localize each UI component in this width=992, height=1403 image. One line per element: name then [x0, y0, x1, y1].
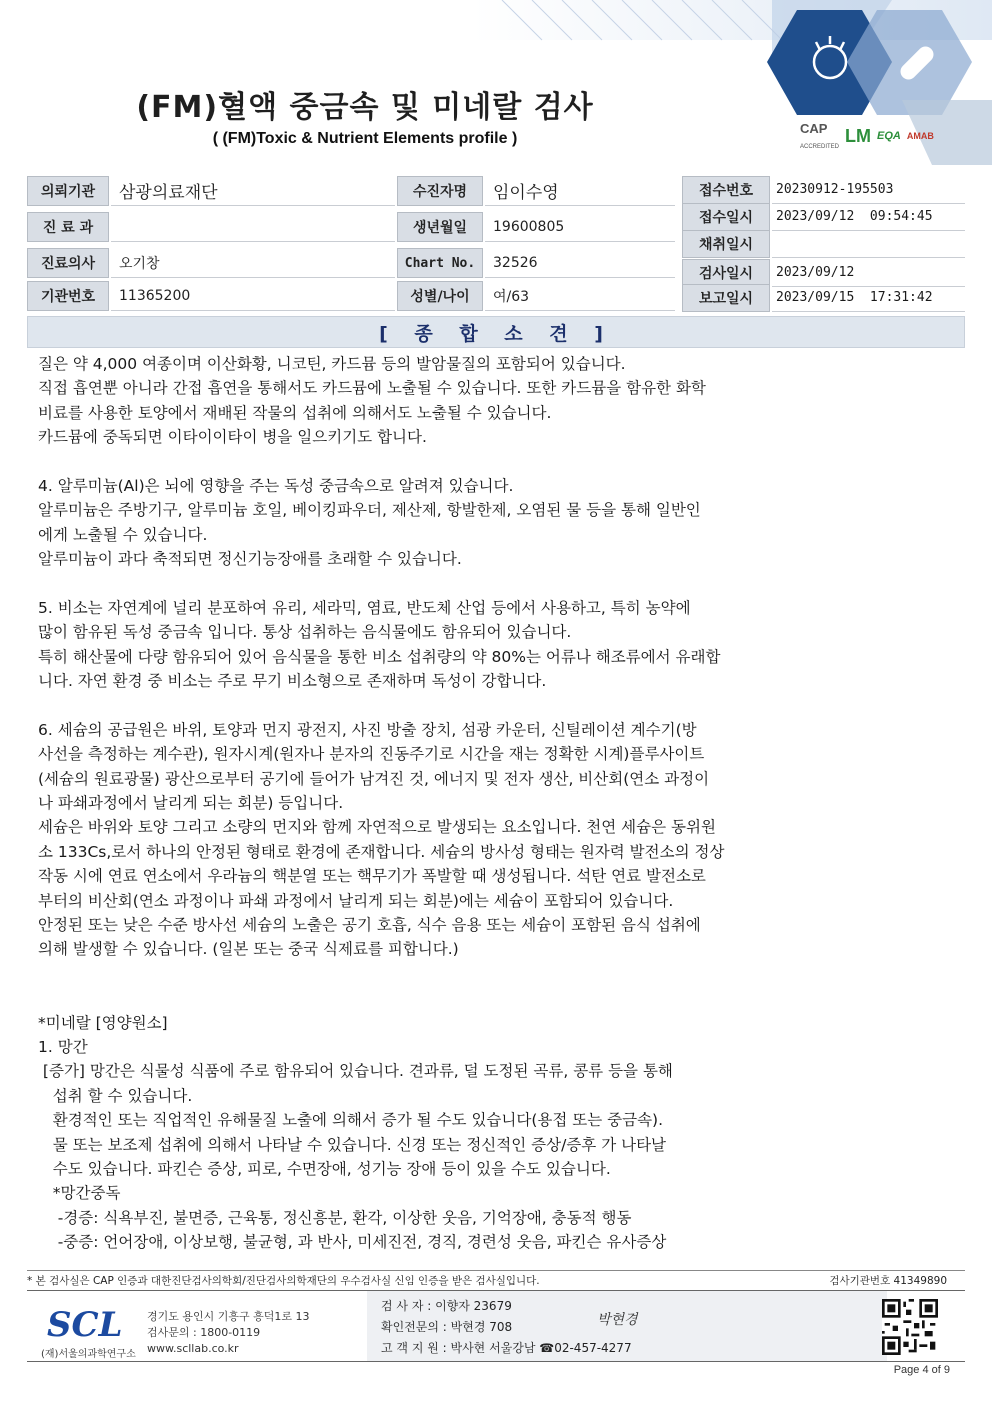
examiner: 검 사 자 : 이향자 23679	[381, 1299, 512, 1313]
eqa-logo: EQA	[877, 130, 901, 142]
org-address-block	[147, 1309, 310, 1357]
hospital-value: 삼광의료재단	[111, 176, 395, 206]
page-title: (FM)혈액 중금속 및 미네랄 검사	[136, 90, 594, 125]
summary-line: 에게 노출될 수 있습니다.	[38, 525, 208, 544]
birth-value: 19600805	[485, 212, 675, 242]
sex-value: 여/63	[485, 281, 675, 311]
contact: 검사문의 : 1800-0119	[147, 1326, 261, 1339]
website-link[interactable]: www.scllab.co.kr	[147, 1342, 239, 1355]
address: 경기도 용인시 기흥구 흥덕1로 13	[147, 1310, 310, 1323]
accreditation-logos	[800, 120, 975, 152]
summary-line: 물 또는 보조제 섭취에 의해서 나타날 수 있습니다. 신경 또는 정신적인 증상/증후 가 나타날	[38, 1135, 667, 1154]
scl-logo: SCL	[47, 1305, 123, 1345]
summary-line	[38, 693, 938, 717]
summary-line	[38, 962, 938, 986]
summary-line: 작동 시에 연료 연소에서 우라늄의 핵분열 또는 핵무기가 폭발할 때 생성됩니다. 석탄 연료 발전소로	[38, 867, 706, 886]
hospital-label: 의뢰기관	[27, 176, 109, 206]
report-date-label: 보고일시	[682, 284, 770, 312]
cap-logo: CAP ACCREDITED	[800, 121, 840, 150]
org-name: (재)서울의과학연구소	[41, 1349, 136, 1360]
doctor-label: 진료의사	[27, 248, 109, 278]
patient-value: 임이수영	[485, 176, 675, 206]
summary-line: (세슘의 원료광물) 광산으로부터 공기에 들어가 남겨진 것, 에너지 및 전자 생산, 비산회(연소 과정이	[38, 769, 710, 788]
org-no-label: 기관번호	[27, 281, 109, 311]
summary-line: 환경적인 또는 직업적인 유해물질 노출에 의해서 증가 될 수도 있습니다(용접 또는 중금속).	[38, 1111, 664, 1130]
summary-line: -중증: 언어장애, 이상보행, 불균형, 과 반사, 미세진전, 경직, 경련성 웃음, 파킨슨 유사증상	[38, 1233, 667, 1252]
summary-line: 특히 해산물에 다량 함유되어 있어 음식물을 통한 비소 섭취량의 약 80%는 어류나 해조류에서 유래합	[38, 647, 721, 666]
receipt-no-value: 20230912-195503	[772, 176, 965, 204]
receipt-no-label: 접수번호	[682, 176, 770, 204]
summary-line: 안정된 또는 낮은 수준 방사선 세슘의 노출은 공기 호흡, 식수 음용 또는 세슘이 포함된 음식 섭취에	[38, 915, 701, 934]
patient-label: 수진자명	[397, 176, 483, 206]
summary-line: 알루미늄이 과다 축적되면 정신기능장애를 초래할 수 있습니다.	[38, 550, 462, 569]
footer-note	[27, 1270, 965, 1288]
registration-number: 검사기관번호 41349890	[829, 1275, 947, 1287]
collect-label: 채취일시	[682, 230, 770, 258]
summary-line: 질은 약 4,000 여종이며 이산화황, 니코틴, 카드뮴 등의 발암물질의 포함되어 있습니다.	[38, 355, 626, 373]
page-subtitle: ( (FM)Toxic & Nutrient Elements profile )	[212, 130, 518, 147]
patient-info-table	[27, 176, 965, 310]
summary-line: 많이 함유된 독성 중금속 입니다. 통상 섭취하는 음식물에도 함유되어 있습니다.	[38, 623, 572, 642]
summary-line: 카드뮴에 중독되면 이타이이타이 병을 일으키기도 합니다.	[38, 428, 427, 447]
specialist: 확인전문의 : 박현경 708	[381, 1320, 513, 1334]
chart-label: Chart No.	[397, 248, 483, 278]
report-header	[0, 0, 992, 165]
summary-line: [증가] 망간은 식물성 식품에 주로 함유되어 있습니다. 견과류, 덜 도정된 곡류, 콩류 등을 통해	[38, 1062, 673, 1081]
summary-line: *망간중독	[38, 1184, 121, 1203]
summary-line: 6. 세슘의 공급원은 바위, 토양과 먼지 광전지, 사진 방출 장치, 섬광 카운터, 신틸레이션 계수기(방	[38, 720, 697, 739]
org-no-value: 11365200	[111, 281, 395, 311]
summary-line: 1. 망간	[38, 1037, 88, 1056]
signature: 박현경	[597, 1312, 638, 1328]
summary-line	[38, 572, 938, 596]
summary-line: 사선을 측정하는 계수관), 원자시계(원자나 분자의 진동주기로 시간을 재는 정확한 시계)플루사이트	[38, 745, 705, 764]
summary-line: 세슘은 바위와 토양 그리고 소량의 먼지와 함께 자연적으로 발생되는 요소입니다. 천연 세슘은 동위원	[38, 818, 716, 837]
customer-support: 고 객 지 원 : 박사현 서울강남 ☎02-457-4277	[381, 1341, 632, 1355]
summary-line	[38, 450, 938, 474]
summary-line: 나 파쇄과정에서 날리게 되는 회분) 등입니다.	[38, 794, 344, 813]
summary-line: -경증: 식욕부진, 불면증, 근육통, 정신흥분, 환각, 이상한 웃음, 기억장애, 충동적 행동	[38, 1208, 632, 1227]
test-date-label: 검사일시	[682, 259, 770, 287]
receipt-date-label: 접수일시	[682, 203, 770, 231]
summary-line: 비료를 사용한 토양에서 재배된 작물의 섭취에 의해서도 노출될 수 있습니다.	[38, 403, 552, 422]
staff-box	[367, 1291, 887, 1361]
collect-value	[772, 230, 965, 258]
amab-logo: AMAB	[906, 131, 934, 141]
qr-code-icon	[882, 1299, 938, 1355]
summary-line: 의해 발생할 수 있습니다. (일본 또는 중국 식제료를 피합니다.)	[38, 940, 459, 959]
test-date-value: 2023/09/12	[772, 259, 965, 287]
info-row	[682, 203, 965, 231]
lm-logo: LM	[845, 125, 872, 146]
info-row	[682, 284, 965, 312]
summary-line: *미네랄 [영양원소]	[38, 1013, 168, 1032]
summary-line: 소 133Cs,로서 하나의 안정된 형태로 환경에 존재합니다. 세슘의 방사성 형태는 원자력 발전소의 정상	[38, 842, 725, 861]
summary-line: 5. 비소는 자연계에 널리 분포하여 유리, 세라믹, 염료, 반도체 산업 등에서 사용하고, 특히 농약에	[38, 598, 691, 617]
report-date-value: 2023/09/15 17:31:42	[772, 284, 965, 312]
summary-line: 니다. 자연 환경 중 비소는 주로 무기 비소형으로 존재하며 독성이 강합니다.	[38, 672, 547, 691]
summary-heading: [ 종 합 소 견 ]	[27, 316, 965, 348]
sex-label: 성별/나이	[397, 281, 483, 311]
doctor-value: 오기창	[111, 248, 395, 278]
info-row	[682, 176, 965, 204]
summary-line	[38, 986, 938, 1010]
birth-label: 생년월일	[397, 212, 483, 242]
summary-line: 직접 흡연뿐 아니라 간접 흡연을 통해서도 카드뮴에 노출될 수 있습니다. 또한 카드뮴을 함유한 화학	[38, 379, 706, 398]
summary-line: 알루미늄은 주방기구, 알루미늄 호일, 베이킹파우더, 제산제, 항발한제, 오염된 물 등을 통해 일반인	[38, 501, 701, 520]
report-footer	[27, 1290, 965, 1362]
summary-body	[38, 352, 938, 1254]
summary-line: 섭취 할 수 있습니다.	[38, 1086, 193, 1105]
summary-line: 4. 알루미늄(Al)은 뇌에 영향을 주는 독성 중금속으로 알려져 있습니다.	[38, 476, 514, 495]
accreditation-note: * 본 검사실은 CAP 인증과 대한진단검사의학회/진단검사의학재단의 우수검사실 신임 인증을 받은 검사실입니다.	[27, 1275, 540, 1287]
summary-line: 부터의 비산회(연소 과정이나 파쇄 과정에서 날리게 되는 회분)에는 세슘이 포함되어 있습니다.	[38, 891, 674, 910]
info-row	[682, 230, 965, 258]
receipt-date-value: 2023/09/12 09:54:45	[772, 203, 965, 231]
dept-label: 진 료 과	[27, 212, 109, 242]
page-number: Page 4 of 9	[893, 1364, 950, 1376]
dept-value	[111, 212, 395, 242]
chart-value: 32526	[485, 248, 675, 278]
summary-line: 수도 있습니다. 파킨슨 증상, 피로, 수면장애, 성기능 장애 등이 있을 수도 있습니다.	[38, 1159, 611, 1178]
info-row	[682, 259, 965, 287]
